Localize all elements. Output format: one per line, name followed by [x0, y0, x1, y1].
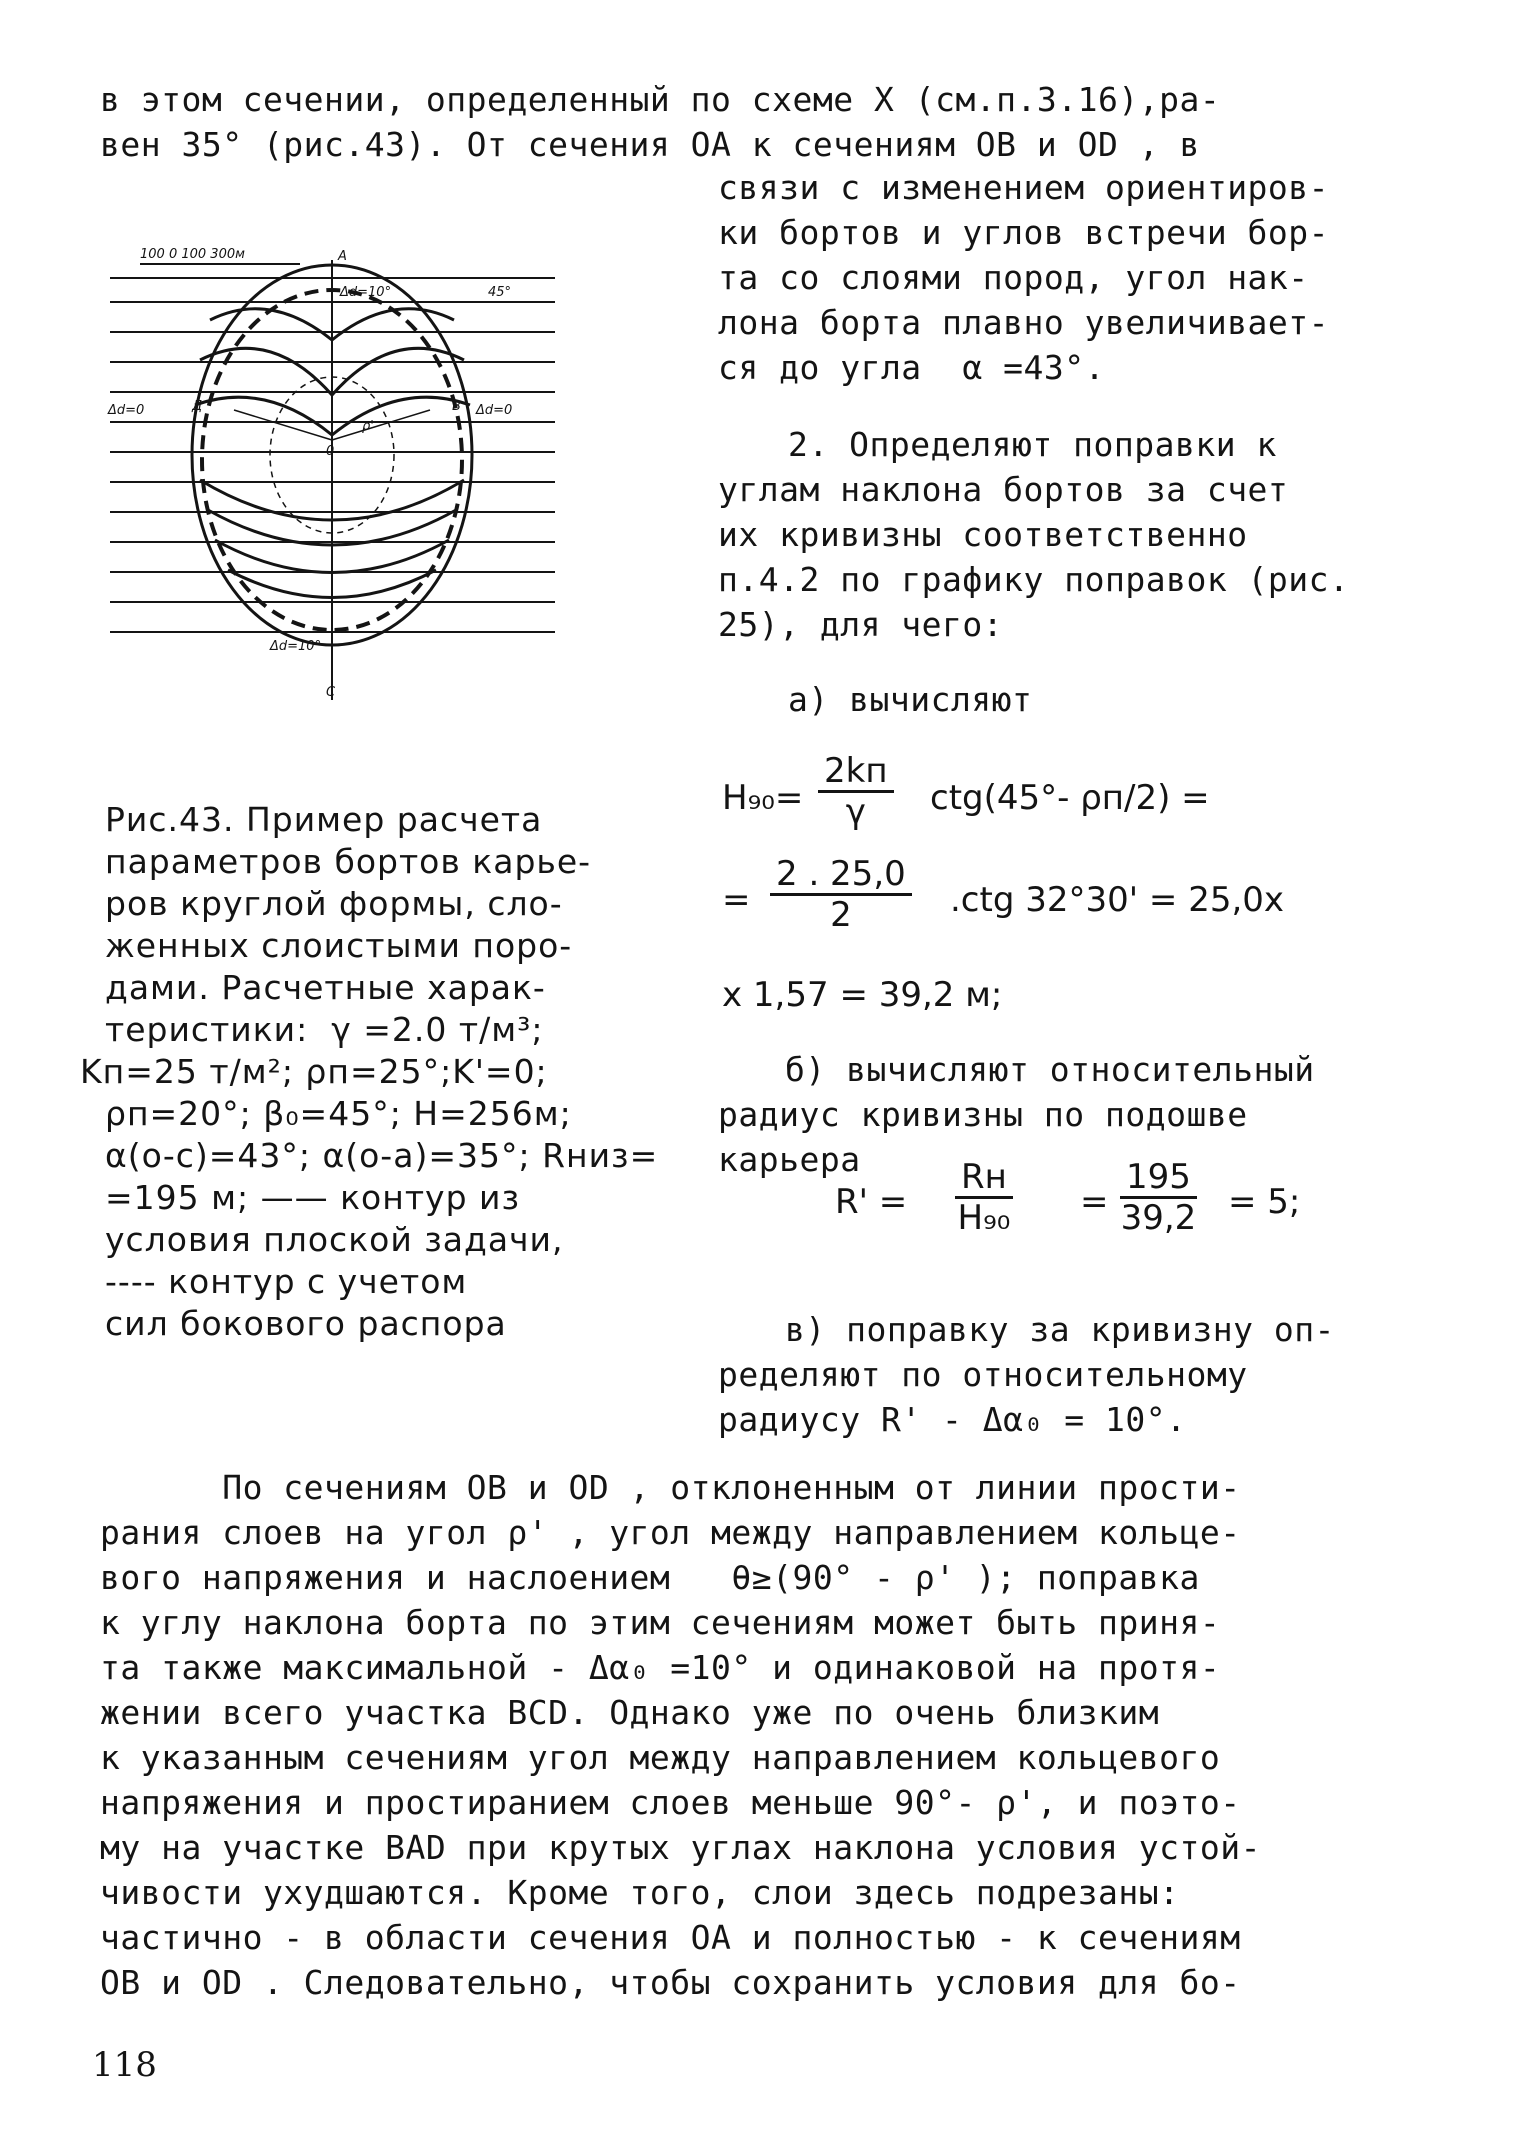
annotation-bottom: Δd=10°	[270, 639, 322, 654]
text-line: карьера	[718, 1140, 861, 1179]
text-line: 25), для чего:	[718, 605, 1004, 644]
text-line: к указанным сечениям угол между направлением кольцевого	[100, 1738, 1221, 1777]
text-line: та также максимальной - Δα₀ =10° и одинаковой на протя-	[100, 1648, 1221, 1687]
text-line: в) поправку за кривизну оп-	[785, 1310, 1335, 1349]
text-line: углам наклона бортов за счет	[718, 470, 1289, 509]
text-line: 2. Определяют поправки к	[788, 425, 1277, 464]
formula-r-fraction-1	[955, 1158, 1013, 1237]
annotation-top: Δd=10°	[340, 285, 392, 300]
text-line: радиус кривизны по подошве	[718, 1095, 1248, 1134]
caption-line: сил бокового распора	[105, 1304, 507, 1343]
annotation-left: Δd=0	[108, 403, 145, 418]
caption-line: ров круглой формы, сло-	[105, 884, 563, 923]
text-line: радиусу R' - Δα₀ = 10°.	[718, 1400, 1187, 1439]
fraction-denominator: γ	[845, 792, 866, 832]
text-line: напряжения и простиранием слоев меньше 90°- ρ', и поэто-	[100, 1783, 1241, 1822]
formula-h90-rhs: ctg(45°- ρп/2) =	[930, 778, 1210, 818]
formula-r-rhs: = 5;	[1228, 1182, 1301, 1222]
page-number: 118	[92, 2045, 157, 2085]
text-line: а) вычисляют	[788, 680, 1033, 719]
label-o: 0	[326, 444, 335, 459]
formula-r-lhs: R' =	[835, 1182, 908, 1222]
formula-h90-lhs: H₉₀=	[722, 778, 804, 818]
text-line: му на участке BAD при крутых углах наклона условия устой-	[100, 1828, 1261, 1867]
caption-line: параметров бортов карье-	[105, 842, 592, 881]
figure-43	[100, 230, 570, 700]
text-line: ки бортов и углов встречи бор-	[718, 213, 1330, 252]
text-line: чивости ухудшаются. Кроме того, слои здесь подрезаны:	[100, 1873, 1180, 1912]
fraction-numerator: 2 . 25,0	[770, 855, 912, 896]
caption-line: =195 м; —— контур из	[105, 1178, 521, 1217]
fraction-numerator: Rн	[955, 1158, 1013, 1199]
annotation-right: Δd=0	[476, 403, 513, 418]
text-line: ОВ и ОD . Следовательно, чтобы сохранить условия для бо-	[100, 1963, 1241, 2002]
text-line: п.4.2 по графику поправок (рис.	[718, 560, 1350, 599]
text-line: ся до угла α =43°.	[718, 348, 1105, 387]
label-rho: ρ'	[362, 419, 374, 434]
caption-line: ---- контур с учетом	[105, 1262, 468, 1301]
fraction-numerator: 2kп	[818, 752, 894, 793]
label-b: В	[452, 399, 461, 414]
figure-scale-text: 100 0 100 300м	[140, 247, 245, 262]
caption-line: условия плоской задачи,	[105, 1220, 564, 1259]
label-c: С	[326, 685, 336, 700]
formula-h90-line2-fraction	[770, 855, 912, 934]
text-line: вен 35° (рис.43). От сечения ОА к сечениям ОВ и ОD , в	[100, 125, 1200, 164]
formula-r-fraction-2	[1120, 1158, 1197, 1237]
formula-h90-line2-rhs: .ctg 32°30' = 25,0x	[950, 880, 1285, 920]
caption-line: Рис.43. Пример расчета	[105, 800, 543, 839]
text-line: вого напряжения и наслоением θ≥(90° - ρ' ); поправка	[100, 1558, 1200, 1597]
text-line: рания слоев на угол ρ' , угол между направлением кольце-	[100, 1513, 1241, 1552]
formula-h90-line3: x 1,57 = 39,2 м;	[722, 975, 1003, 1015]
fraction-denominator: 39,2	[1120, 1198, 1197, 1238]
text-line: связи с изменением ориентиров-	[718, 168, 1330, 207]
text-line: ределяют по относительному	[718, 1355, 1248, 1394]
text-line: частично - в области сечения ОА и полностью - к сечениям	[100, 1918, 1241, 1957]
caption-line: α(о-с)=43°; α(о-а)=35°; Rниз=	[105, 1136, 659, 1175]
text-line: жении всего участка BCD. Однако уже по очень близким	[100, 1693, 1160, 1732]
text-line: их кривизны соответственно	[718, 515, 1248, 554]
caption-line: теристики: γ =2.0 т/м³;	[105, 1010, 544, 1049]
caption-line: женных слоистыми поро-	[105, 926, 573, 965]
fraction-denominator: H₉₀	[957, 1198, 1011, 1238]
text-line: в этом сечении, определенный по схеме X (см.п.3.16),ра-	[100, 80, 1221, 119]
annotation-top-right: 45°	[488, 285, 512, 300]
text-line: б) вычисляют относительный	[785, 1050, 1315, 1089]
text-line: По сечениям ОВ и ОD , отклоненным от линии прости-	[100, 1468, 1241, 1507]
fraction-denominator: 2	[830, 895, 852, 935]
formula-h90-fraction	[818, 752, 894, 831]
formula-r-eq: =	[1080, 1182, 1109, 1222]
text-line: лона борта плавно увеличивает-	[718, 303, 1330, 342]
caption-line: дами. Расчетные харак-	[105, 968, 546, 1007]
fraction-numerator: 195	[1120, 1158, 1197, 1199]
text-line: та со слоями пород, угол нак-	[718, 258, 1309, 297]
label-d: Д	[192, 399, 203, 414]
caption-line: ρп=20°; β₀=45°; H=256м;	[105, 1094, 572, 1133]
caption-line: Kп=25 т/м²; ρп=25°;K'=0;	[80, 1052, 548, 1091]
text-line: к углу наклона борта по этим сечениям может быть приня-	[100, 1603, 1221, 1642]
label-a: А	[338, 249, 347, 264]
formula-h90-line2-lead: =	[722, 880, 751, 920]
